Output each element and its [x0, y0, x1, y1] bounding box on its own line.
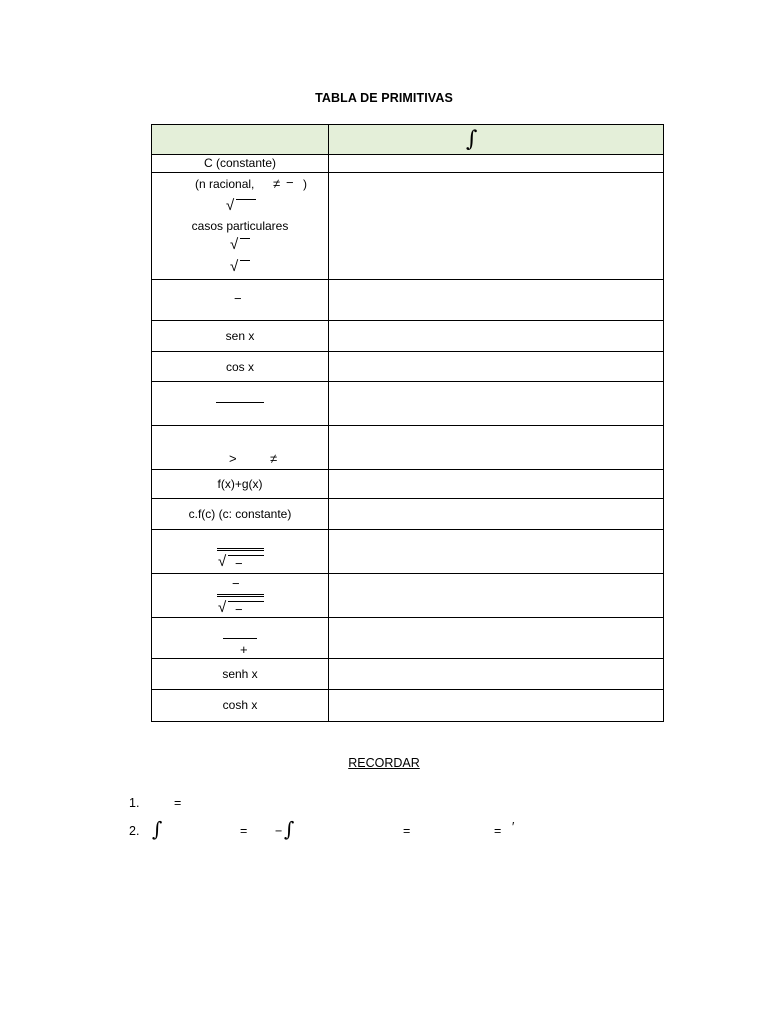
table-row — [152, 381, 663, 426]
column-divider — [328, 574, 329, 618]
minus-symbol: − — [235, 602, 243, 617]
equals-symbol: = — [403, 824, 411, 838]
column-divider — [328, 382, 329, 426]
table-row — [152, 425, 663, 470]
column-divider — [328, 618, 329, 659]
minus-symbol: − — [235, 556, 243, 571]
table-row — [152, 658, 663, 690]
sqrt-symbol: √ — [218, 599, 227, 616]
sqrt-bar — [228, 555, 264, 556]
table-row — [152, 154, 663, 173]
column-divider — [328, 352, 329, 382]
sqrt-bar — [228, 601, 264, 602]
function-cell: cos x — [225, 360, 254, 374]
fraction-bar — [217, 594, 264, 597]
column-divider — [328, 280, 329, 321]
fraction-bar — [223, 638, 257, 639]
neq-symbol: ≠ — [273, 176, 281, 191]
recordar-heading: RECORDAR — [348, 756, 420, 770]
function-cell: c.f(c) (c: constante) — [188, 507, 292, 521]
table-row — [152, 172, 663, 280]
equals-symbol: = — [494, 824, 502, 838]
sqrt-bar — [240, 238, 250, 239]
column-divider — [328, 173, 329, 280]
column-divider — [328, 155, 329, 173]
list-number: 1. — [129, 796, 140, 810]
integral-symbol: ∫ — [466, 127, 478, 152]
minus-symbol: − — [232, 576, 240, 591]
column-divider — [328, 321, 329, 352]
primitives-table — [151, 124, 664, 722]
sqrt-symbol: √ — [230, 236, 239, 253]
table-row — [152, 617, 663, 659]
plus-symbol: + — [240, 642, 248, 657]
sqrt-symbol: √ — [226, 197, 235, 214]
function-cell: (n racional, — [195, 177, 255, 191]
sqrt-symbol: √ — [218, 553, 227, 570]
column-divider — [328, 659, 329, 690]
minus-symbol: − — [286, 175, 294, 190]
sqrt-symbol: √ — [230, 258, 239, 275]
page-title: TABLA DE PRIMITIVAS — [315, 91, 453, 105]
fraction-bar — [217, 548, 264, 551]
prime-symbol: ′ — [512, 820, 515, 834]
sqrt-bar — [240, 260, 250, 261]
table-row — [152, 689, 663, 721]
integral-symbol: ∫ — [284, 817, 295, 841]
function-cell: sen x — [225, 329, 255, 343]
integral-symbol: ∫ — [152, 817, 163, 841]
sqrt-bar — [236, 199, 256, 200]
table-row — [152, 498, 663, 530]
function-cell: f(x)+g(x) — [217, 477, 263, 491]
column-divider — [328, 530, 329, 574]
neq-symbol: ≠ — [270, 451, 278, 466]
table-row — [152, 573, 663, 618]
column-divider — [328, 426, 329, 470]
table-row — [152, 529, 663, 574]
column-divider — [328, 125, 329, 155]
minus-symbol: − — [234, 291, 242, 306]
function-cell: senh x — [222, 667, 258, 681]
greater-than-symbol: > — [229, 451, 237, 466]
function-cell: C (constante) — [203, 156, 277, 170]
minus-symbol: − — [275, 824, 283, 838]
close-paren: ) — [303, 177, 307, 191]
function-cell: cosh x — [222, 698, 258, 712]
table-row — [152, 469, 663, 499]
column-divider — [328, 470, 329, 499]
column-divider — [328, 499, 329, 530]
table-row — [152, 351, 663, 382]
equals-symbol: = — [174, 796, 182, 810]
function-cell: casos particulares — [191, 219, 289, 233]
column-divider — [328, 690, 329, 721]
table-row — [152, 320, 663, 352]
equals-symbol: = — [240, 824, 248, 838]
table-row — [152, 279, 663, 321]
list-number: 2. — [129, 824, 140, 838]
table-header-row — [152, 124, 663, 155]
fraction-bar — [216, 402, 264, 403]
